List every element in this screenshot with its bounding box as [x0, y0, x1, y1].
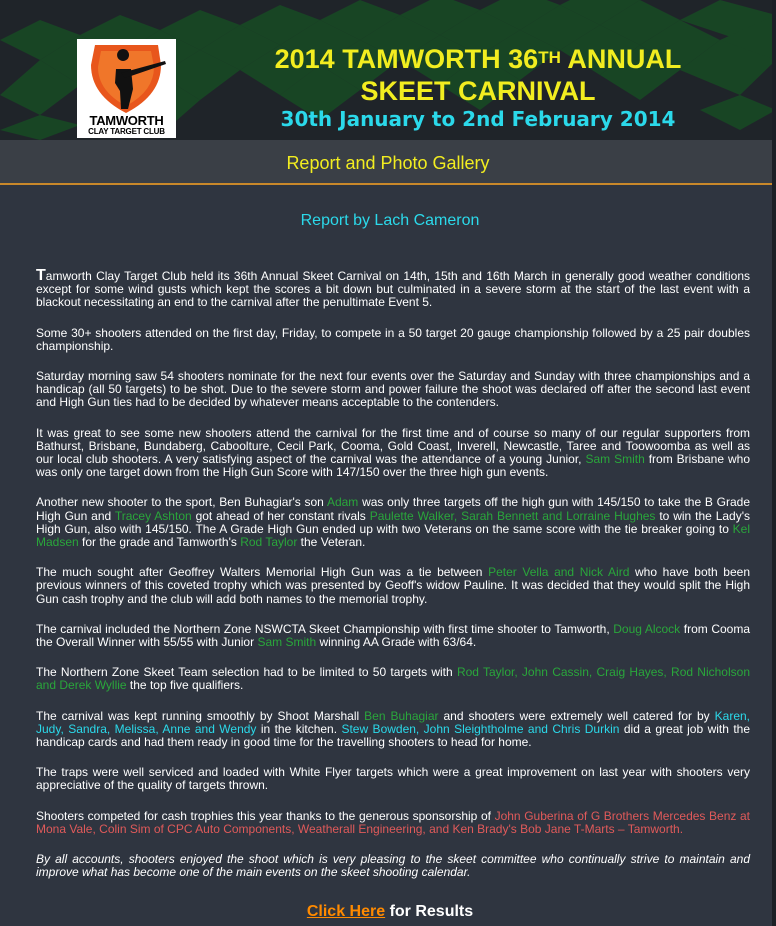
logo-subtitle: CLAY TARGET CLUB [88, 127, 165, 136]
report-body [36, 269, 750, 897]
report-author: Report by Lach Cameron [300, 212, 480, 229]
results-line [0, 903, 776, 921]
paragraph-new-shooters: It was great to see some new shooters attend the carnival for the first time and of course so many of our regular supporters from Bathurst, Brisbane, Bundaberg, Caboolture, Cecil Park, Cooma, Gold Coast, Inverell, Newcastle, Taree and Toowoomba as well as our local club shooters. A very satisfying aspect of the carnival was the attendance of a young Junior, Sam Smith from Brisbane who was only one target down from the High Gun Score with 147/150 over the three high gun events. [36, 425, 750, 480]
results-link[interactable]: Click Here [306, 903, 386, 920]
scrollbar[interactable] [772, 0, 776, 926]
paragraph-intro: Tamworth Clay Target Club held its 36th Annual Skeet Carnival on 14th, 15th and 16th March in generally good weather conditions except for some wind gusts which kept the scores a bit down but culminated in a severe storm at the start of the last event with a blackout necessitating an end to the carnival after the penultimate Event 5. [36, 267, 750, 310]
paragraph-team-selection: The Northern Zone Skeet Team selection had to be limited to 50 targets with Rod Taylor, John Cassin, Craig Hayes, Rod Nicholson and Derek Wyllie the top five qualifiers. [36, 665, 750, 693]
page-title-line-2: SKEET CARNIVAL [360, 76, 596, 106]
page-title-line-1: 2014 TAMWORTH 36TH ANNUAL [274, 44, 682, 74]
paragraph-closing: By all accounts, shooters enjoyed the shoot which is very pleasing to the skeet committee who continually strive to maintain and improve what has become one of the main events on the skeet shooting calendar. [36, 852, 750, 880]
gallery-title: Report and Photo Gallery [286, 153, 490, 173]
paragraph-memorial: The much sought after Geoffrey Walters Memorial High Gun was a tie between Peter Vella and Nick Aird who have both been previous winners of this coveted trophy which was presented by Geoff's widow Pauline. It was decided that they would split the High Gun cash trophy and the club will add both names to the memorial trophy. [36, 565, 750, 606]
paragraph-high-gun: Another new shooter to the sport, Ben Buhagiar's son Adam was only three targets off the high gun with 145/150 to take the B Grade High Gun and Tracey Ashton got ahead of her constant rivals Paulette Walker, Sarah Bennett and Lorraine Hughes to win the Lady's High Gun, also with 145/150. The A Grade High Gun ended up with two Veterans on the same score with the tie breaker going to Kel Madsen for the grade and Tamworth's Rod Taylor the Veteran. [36, 495, 751, 550]
paragraph-northern-zone: The carnival included the Northern Zone NSWCTA Skeet Championship with first time shooter to Tamworth, Doug Alcock from Cooma the Overall Winner with 55/55 with Junior Sam Smith winning AA Grade with 63/64. [36, 621, 750, 650]
paragraph-saturday: Saturday morning saw 54 shooters nominate for the next four events over the Saturday and Sunday with three championships and a handicap (all 50 targets) to be shot. Due to the severe storm and power failure the shoot was declared off after the second last event and High Gun ties had to be decided by whatever means acceptable to the contenders. [36, 369, 750, 410]
club-logo [77, 39, 176, 138]
paragraph-volunteers: The carnival was kept running smoothly by Shoot Marshall Ben Buhagiar and shooters were extremely well catered for by Karen, Judy, Sandra, Melissa, Anne and Wendy in the kitchen. Stew Bowden, John Sleightholme and Chris Durkin did a great job with the handicap cards and had them ready in good time for the travelling shooters to head for home. [36, 708, 751, 750]
paragraph-friday: Some 30+ shooters attended on the first day, Friday, to compete in a 50 target 20 gauge championship followed by a 25 pair doubles championship. [36, 325, 750, 353]
logo-name: TAMWORTH [89, 113, 164, 128]
event-dates: 30th January to 2nd February 2014 [280, 107, 676, 131]
results-suffix: for Results [385, 903, 474, 920]
shooter-shield-icon [81, 43, 172, 115]
paragraph-traps: The traps were well serviced and loaded with White Flyer targets which were a great improvement on last year with shooters very appreciative of the quality of targets thrown. [36, 765, 750, 793]
paragraph-sponsors: Shooters competed for cash trophies this year thanks to the generous sponsorship of John Guberina of G Brothers Mercedes Benz at Mona Vale, Colin Sim of CPC Auto Components, Weatherall Engineering, and Ken Brady's Bob Jane T-Marts – Tamworth. [36, 808, 751, 836]
page-header [0, 0, 776, 140]
